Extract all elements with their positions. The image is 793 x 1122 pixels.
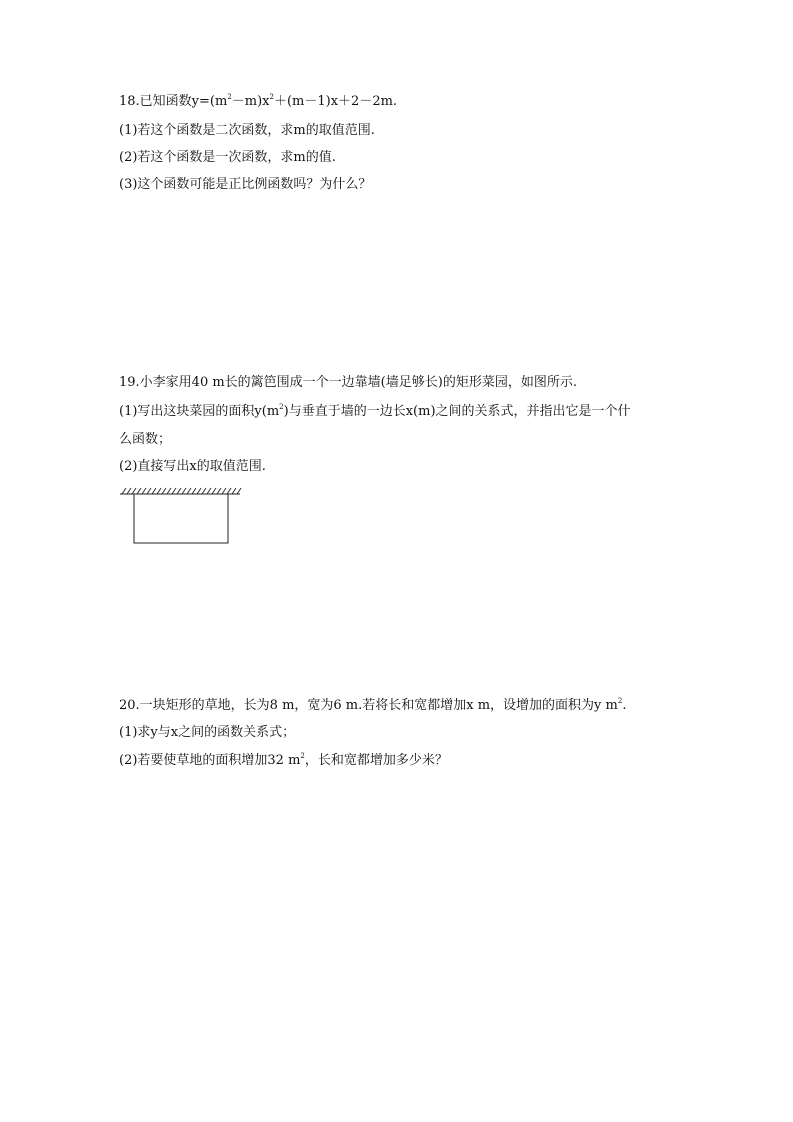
- q18-stem: [119, 94, 397, 110]
- q20-stem-text-1: 20.一块矩形的草地，长为8 m，宽为6 m.若将长和宽都增加x m，设增加的面积为y m: [119, 698, 618, 713]
- q19-part2: (2)直接写出x的取值范围.: [119, 459, 266, 474]
- q18-stem-text-3: ＋(m－1)x＋2－2m.: [273, 94, 398, 109]
- q20-part1: (1)求y与x之间的函数关系式；: [119, 725, 296, 740]
- q18-stem-exponent-1: 2: [227, 93, 232, 101]
- q19-part1-exponent: 2: [279, 403, 284, 411]
- q18-stem-exponent-2: 2: [269, 93, 274, 101]
- garden-fence: [134, 494, 228, 543]
- wall-hatching: [122, 488, 241, 494]
- q20-part2: [119, 753, 448, 769]
- q20-stem-text-2: .: [622, 698, 627, 713]
- q20-part2-text-1: (2)若要使草地的面积增加32 m: [119, 753, 301, 768]
- q19-part1: [119, 404, 631, 420]
- q18-stem-text-1: 18.已知函数y=(m: [119, 94, 228, 109]
- q18-part1: (1)若这个函数是二次函数，求m的取值范围.: [119, 123, 375, 138]
- q19-part1-text-1: (1)写出这块菜园的面积y(m: [119, 404, 280, 419]
- q20-stem: [119, 698, 626, 714]
- q18-stem-text-2: －m)x: [231, 94, 270, 109]
- q19-part1-continued: 么函数；: [119, 432, 172, 447]
- q18-part2: (2)若这个函数是一次函数，求m的值.: [119, 150, 336, 165]
- q19-part1-text-2: )与垂直于墙的一边长x(m)之间的关系式，并指出它是一个什: [283, 404, 631, 419]
- q20-part2-exponent: 2: [300, 752, 305, 760]
- q20-part2-text-2: ，长和宽都增加多少米？: [304, 753, 448, 768]
- q19-stem: 19.小李家用40 m长的篱笆围成一个一边靠墙(墙足够长)的矩形菜园，如图所示.: [119, 375, 577, 390]
- q20-stem-exponent: 2: [617, 697, 623, 705]
- q18-part3: (3)这个函数可能是正比例函数吗？为什么？: [119, 177, 372, 192]
- garden-wall-figure: [120, 486, 242, 546]
